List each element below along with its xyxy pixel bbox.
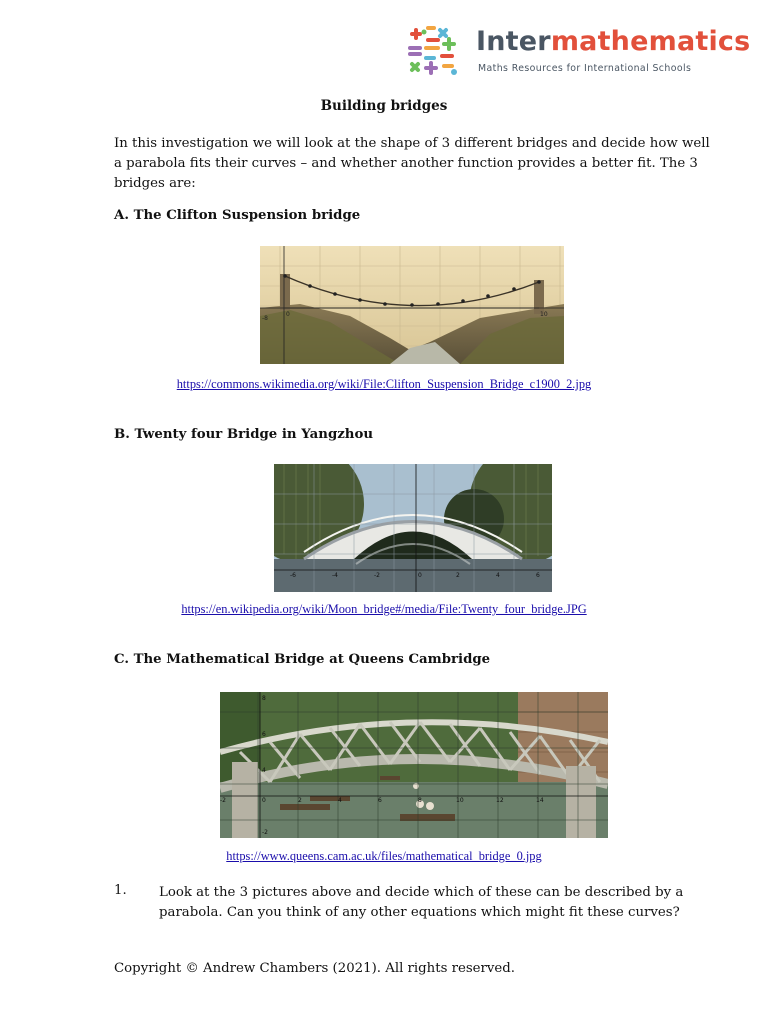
axis-label: 4	[338, 797, 342, 804]
axis-label: -8	[262, 315, 268, 322]
intro-paragraph: In this investigation we will look at the shape of 3 different bridges and decide how well a parabola fits their curves – and whether another function provides a better fit. The 3 bridges are:	[114, 136, 710, 191]
section-heading-yangzhou: B. Twenty four Bridge in Yangzhou	[114, 427, 374, 442]
axis-label: 0	[262, 797, 266, 804]
brand-wordmark: Intermathematics	[476, 26, 751, 57]
yangzhou-bridge-photo	[274, 464, 552, 592]
queens-bridge-photo	[220, 692, 608, 838]
brand-tagline: Maths Resources for International Schools	[478, 63, 692, 74]
axis-label: 6	[536, 572, 540, 579]
axis-label: 2	[298, 797, 302, 804]
copyright-footer: Copyright © Andrew Chambers (2021). All rights reserved.	[114, 961, 516, 976]
page-title: Building bridges	[320, 98, 448, 114]
axis-label: 0	[286, 311, 290, 318]
axis-label: -2	[374, 572, 380, 579]
axis-label: -2	[220, 797, 226, 804]
question-number: 1.	[114, 883, 127, 898]
queens-bridge-image	[220, 692, 608, 838]
axis-label: 4	[496, 572, 500, 579]
axis-label: 14	[536, 797, 544, 804]
confetti-math-symbols-icon	[404, 22, 462, 80]
axis-label: -6	[290, 572, 296, 579]
axis-label: 4	[262, 767, 266, 774]
axis-label: 10	[540, 311, 548, 318]
yangzhou-source-link[interactable]: https://en.wikipedia.org/wiki/Moon_bridge#/media/File:Twenty_four_bridge.JPG	[181, 602, 587, 616]
clifton-source-link[interactable]: https://commons.wikimedia.org/wiki/File:Clifton_Suspension_Bridge_c1900_2.jpg	[176, 377, 592, 391]
axis-label: 0	[418, 572, 422, 579]
axis-label: 6	[378, 797, 382, 804]
queens-source-link[interactable]: https://www.queens.cam.ac.uk/files/mathematical_bridge_0.jpg	[226, 849, 542, 863]
axis-label: 6	[262, 731, 266, 738]
axis-label: 10	[456, 797, 464, 804]
axis-label: -2	[262, 829, 268, 836]
axis-label: -4	[332, 572, 338, 579]
section-heading-clifton: A. The Clifton Suspension bridge	[114, 208, 361, 223]
yangzhou-bridge-image	[274, 464, 552, 592]
axis-label: 8	[262, 695, 266, 702]
question-text: Look at the 3 pictures above and decide which of these can be described by a parabola. Can you think of any other equations which might fit these curves?	[159, 885, 684, 920]
brand-logo	[404, 22, 751, 82]
section-heading-queens: C. The Mathematical Bridge at Queens Cambridge	[114, 652, 491, 667]
axis-label: 8	[418, 797, 422, 804]
clifton-bridge-photo	[260, 246, 564, 364]
axis-label: 2	[456, 572, 460, 579]
axis-label: 12	[496, 797, 504, 804]
clifton-bridge-image	[260, 246, 564, 364]
